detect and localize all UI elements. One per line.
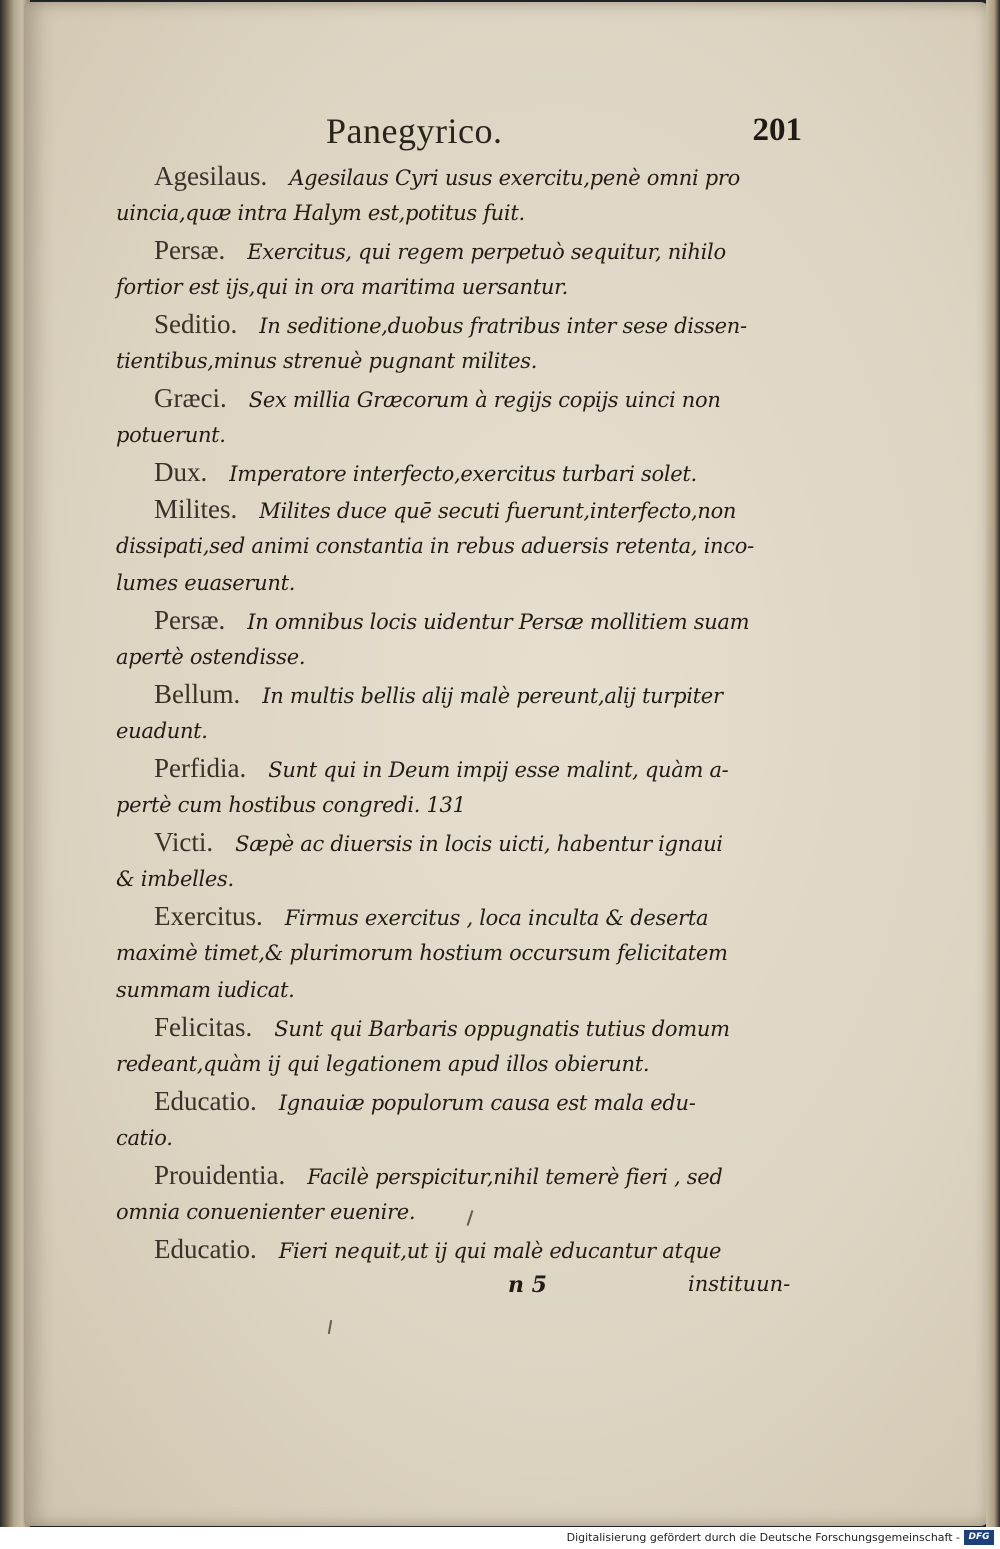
entry-text: Imperatore interfecto,exercitus turbari solet. <box>229 462 697 486</box>
marginal-keyword: Educatio. <box>154 1086 257 1116</box>
text-line <box>116 1194 806 1231</box>
entry-text: In multis bellis alij malè pereunt,alij turpiter <box>262 684 723 708</box>
page-number: 201 <box>752 112 802 148</box>
index-entry <box>116 1157 806 1231</box>
entry-text: redeant,quàm ij qui legationem apud illos obierunt. <box>116 1052 650 1076</box>
marginal-keyword: Victi. <box>154 827 214 857</box>
index-entry <box>116 232 806 306</box>
funding-credit: Digitalisierung gefördert durch die Deutsche Forschungsgemeinschaft - <box>566 1531 960 1544</box>
signature-mark: n 5 <box>508 1272 547 1298</box>
index-entry <box>116 454 806 491</box>
entry-text: dissipati,sed animi constantia in rebus aduersis retenta, inco- <box>116 534 754 558</box>
index-entry <box>116 676 806 750</box>
entry-text: Fieri nequit,ut ij qui malè educantur atque <box>278 1239 722 1263</box>
entry-text: maximè timet,& plurimorum hostium occursum felicitatem <box>116 941 728 965</box>
text-line <box>116 676 806 713</box>
index-entry <box>116 306 806 380</box>
catch-line <box>116 1268 806 1308</box>
marginal-keyword: Persæ. <box>154 605 226 635</box>
text-line <box>116 528 806 565</box>
text-line <box>116 824 806 861</box>
catchword: instituun- <box>688 1272 791 1296</box>
text-line <box>116 1157 806 1194</box>
entry-text: Facilè perspicitur,nihil temerè fieri , sed <box>307 1165 723 1189</box>
entry-text: catio. <box>116 1126 173 1150</box>
entry-text: pertè cum hostibus congredi. 131 <box>116 793 466 817</box>
text-line <box>116 639 806 676</box>
entry-text: Sunt qui in Deum impij esse malint, quàm a- <box>268 758 729 782</box>
text-line <box>116 750 806 787</box>
entry-text: omnia conuenienter euenire. <box>116 1200 416 1224</box>
entry-text: lumes euaserunt. <box>116 571 296 595</box>
marginal-keyword: Dux. <box>154 457 208 487</box>
entry-text: Sæpè ac diuersis in locis uicti, habentur ignaui <box>235 832 723 856</box>
marginal-keyword: Educatio. <box>154 1234 257 1264</box>
text-line <box>116 195 806 232</box>
index-entry <box>116 750 806 824</box>
text-line <box>116 306 806 343</box>
text-line <box>116 1009 806 1046</box>
dfg-logo: DFG <box>964 1530 994 1545</box>
index-entry <box>116 898 806 1009</box>
entry-text: potuerunt. <box>116 423 226 447</box>
index-entry <box>116 1231 806 1268</box>
index-entry <box>116 158 806 232</box>
entry-text: Firmus exercitus , loca inculta & deserta <box>284 906 709 930</box>
entry-text: uincia,quæ intra Halym est,potitus fuit. <box>116 201 525 225</box>
text-line <box>116 380 806 417</box>
entry-text: Sunt qui Barbaris oppugnatis tutius domum <box>274 1017 730 1041</box>
entry-text: Agesilaus Cyri usus exercitu,penè omni pro <box>289 166 740 190</box>
running-head-title: Panegyrico. <box>326 111 503 151</box>
text-line <box>116 1046 806 1083</box>
stray-ink-mark <box>328 1320 332 1334</box>
text-line <box>116 861 806 898</box>
marginal-keyword: Græci. <box>154 383 227 413</box>
index-entry <box>116 1009 806 1083</box>
index-entry <box>116 380 806 454</box>
text-line <box>116 269 806 306</box>
text-line <box>116 232 806 269</box>
text-line <box>116 713 806 750</box>
text-line <box>116 972 806 1009</box>
entry-text: & imbelles. <box>116 867 234 891</box>
entry-text: Milites duce quē secuti fuerunt,interfecto,non <box>259 499 737 523</box>
marginal-keyword: Milites. <box>154 494 238 524</box>
entry-text: fortior est ijs,qui in ora maritima uersantur. <box>116 275 568 299</box>
entry-text: Exercitus, qui regem perpetuò sequitur, nihilo <box>247 240 726 264</box>
entry-text: apertè ostendisse. <box>116 645 306 669</box>
entry-text: euadunt. <box>116 719 208 743</box>
text-line <box>116 935 806 972</box>
book-page <box>24 2 990 1526</box>
text-line <box>116 787 806 824</box>
page-text-block <box>116 110 806 1308</box>
entry-text: summam iudicat. <box>116 978 295 1002</box>
entry-text: In omnibus locis uidentur Persæ mollitiem suam <box>247 610 750 634</box>
marginal-keyword: Bellum. <box>154 679 241 709</box>
marginal-keyword: Prouidentia. <box>154 1160 286 1190</box>
text-line <box>116 1083 806 1120</box>
index-entry <box>116 602 806 676</box>
index-entry <box>116 491 806 602</box>
marginal-keyword: Seditio. <box>154 309 238 339</box>
index-entry <box>116 824 806 898</box>
text-line <box>116 491 806 528</box>
entry-text: Sex millia Græcorum à regijs copijs uinci non <box>248 388 721 412</box>
text-line <box>116 343 806 380</box>
entry-text: tientibus,minus strenuè pugnant milites. <box>116 349 538 373</box>
digitization-footer <box>0 1527 1000 1549</box>
running-head <box>116 110 806 158</box>
marginal-keyword: Persæ. <box>154 235 226 265</box>
marginal-index-entries <box>116 158 806 1268</box>
text-line <box>116 417 806 454</box>
entry-text: Ignauiæ populorum causa est mala edu- <box>278 1091 696 1115</box>
text-line <box>116 454 806 491</box>
page-right-edge <box>986 0 1000 1527</box>
marginal-keyword: Felicitas. <box>154 1012 253 1042</box>
text-line <box>116 158 806 195</box>
marginal-keyword: Perfidia. <box>154 753 247 783</box>
text-line <box>116 602 806 639</box>
marginal-keyword: Exercitus. <box>154 901 263 931</box>
entry-text: In seditione,duobus fratribus inter sese dissen- <box>259 314 747 338</box>
text-line <box>116 1231 806 1268</box>
marginal-keyword: Agesilaus. <box>154 161 268 191</box>
text-line <box>116 1120 806 1157</box>
text-line <box>116 565 806 602</box>
index-entry <box>116 1083 806 1157</box>
text-line <box>116 898 806 935</box>
